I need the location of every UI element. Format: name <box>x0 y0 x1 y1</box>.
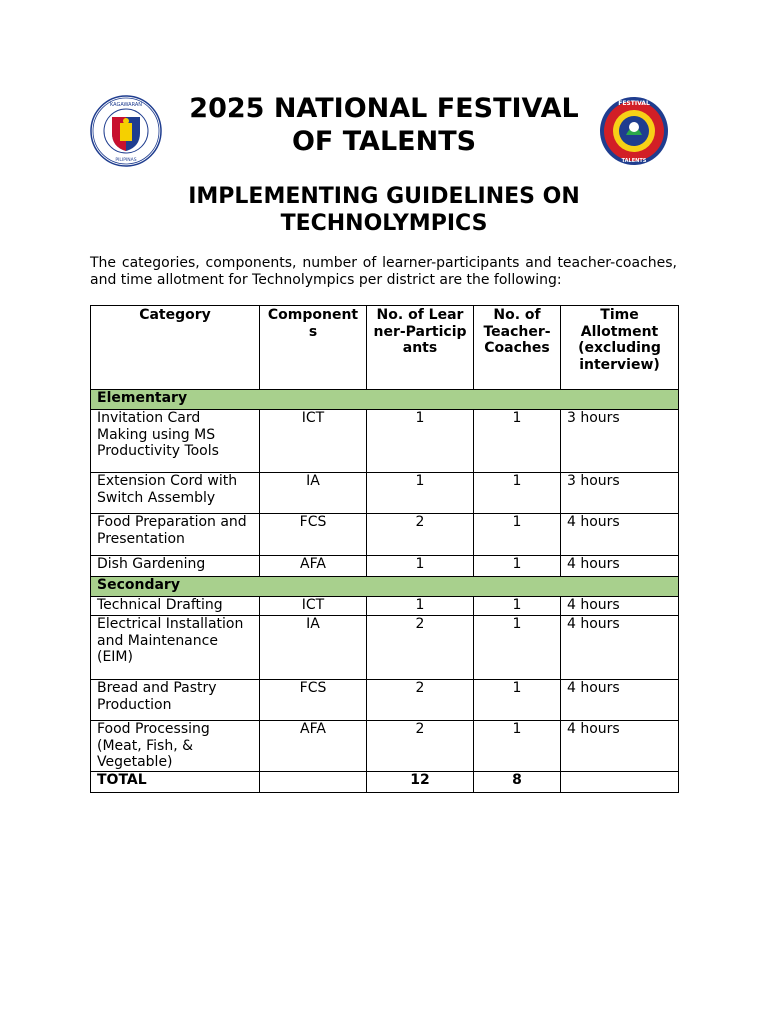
technolympics-table <box>90 305 679 793</box>
table-header-row <box>91 306 679 390</box>
total-component <box>260 771 367 792</box>
cell-learners: 1 <box>367 556 474 577</box>
cell-learners: 2 <box>367 721 474 772</box>
cell-component: FCS <box>260 680 367 721</box>
cell-component: ICT <box>260 597 367 616</box>
table-row <box>91 680 679 721</box>
cell-time: 4 hours <box>561 680 679 721</box>
table-row <box>91 410 679 473</box>
cell-component: IA <box>260 473 367 514</box>
total-time <box>561 771 679 792</box>
cell-category: Technical Drafting <box>91 597 260 616</box>
table-row <box>91 556 679 577</box>
cell-time: 4 hours <box>561 721 679 772</box>
section-label: Secondary <box>91 577 679 597</box>
cell-coaches: 1 <box>474 514 561 556</box>
cell-coaches: 1 <box>474 597 561 616</box>
page-subtitle: IMPLEMENTING GUIDELINES ON TECHNOLYMPICS <box>188 184 580 236</box>
table-row <box>91 514 679 556</box>
header-category: Category <box>91 306 260 390</box>
cell-coaches: 1 <box>474 556 561 577</box>
cell-category: Electrical Installation and Maintenance (EIM) <box>91 616 260 680</box>
intro-paragraph: The categories, components, number of learner-participants and teacher-coaches, and time allotment for Technolympics per district are the following: <box>90 255 677 288</box>
cell-coaches: 1 <box>474 680 561 721</box>
section-row-secondary <box>91 577 679 597</box>
cell-coaches: 1 <box>474 410 561 473</box>
svg-text:KAGAWARAN: KAGAWARAN <box>109 102 143 108</box>
table-row <box>91 616 679 680</box>
svg-text:FESTIVAL: FESTIVAL <box>618 100 650 107</box>
festival-of-talents-logo <box>598 95 670 167</box>
cell-time: 3 hours <box>561 410 679 473</box>
section-row-elementary <box>91 390 679 410</box>
svg-text:PILIPINAS: PILIPINAS <box>115 158 137 163</box>
cell-category: Extension Cord with Switch Assembly <box>91 473 260 514</box>
cell-time: 4 hours <box>561 556 679 577</box>
table-row <box>91 721 679 772</box>
cell-learners: 1 <box>367 597 474 616</box>
total-row <box>91 771 679 792</box>
table-row <box>91 473 679 514</box>
cell-component: FCS <box>260 514 367 556</box>
cell-learners: 2 <box>367 680 474 721</box>
cell-learners: 2 <box>367 616 474 680</box>
deped-seal-logo <box>90 95 162 167</box>
cell-learners: 1 <box>367 473 474 514</box>
header-components: Components <box>260 306 367 390</box>
cell-category: Dish Gardening <box>91 556 260 577</box>
section-label: Elementary <box>91 390 679 410</box>
page-title: 2025 NATIONAL FESTIVAL OF TALENTS <box>189 93 579 157</box>
cell-coaches: 1 <box>474 616 561 680</box>
cell-category: Food Preparation and Presentation <box>91 514 260 556</box>
cell-category: Food Processing (Meat, Fish, & Vegetable) <box>91 721 260 772</box>
cell-time: 3 hours <box>561 473 679 514</box>
cell-category: Invitation Card Making using MS Productivity Tools <box>91 410 260 473</box>
table-row <box>91 597 679 616</box>
cell-category: Bread and Pastry Production <box>91 680 260 721</box>
cell-learners: 2 <box>367 514 474 556</box>
svg-text:TALENTS: TALENTS <box>621 158 647 164</box>
header-teacher-coaches: No. of Teacher-Coaches <box>474 306 561 390</box>
cell-component: AFA <box>260 556 367 577</box>
cell-time: 4 hours <box>561 616 679 680</box>
header-learner-participants: No. of Learner-Participants <box>367 306 474 390</box>
cell-component: ICT <box>260 410 367 473</box>
total-label: TOTAL <box>91 771 260 792</box>
cell-coaches: 1 <box>474 473 561 514</box>
cell-learners: 1 <box>367 410 474 473</box>
cell-coaches: 1 <box>474 721 561 772</box>
cell-time: 4 hours <box>561 514 679 556</box>
cell-component: AFA <box>260 721 367 772</box>
total-learners: 12 <box>367 771 474 792</box>
cell-time: 4 hours <box>561 597 679 616</box>
total-coaches: 8 <box>474 771 561 792</box>
cell-component: IA <box>260 616 367 680</box>
header-time-allotment: Time Allotment (excluding interview) <box>561 306 679 390</box>
